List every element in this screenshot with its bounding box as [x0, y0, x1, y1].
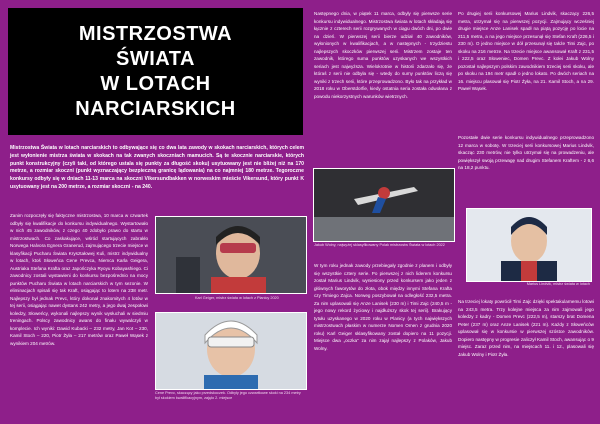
- photo-karl-geiger: [155, 216, 307, 294]
- body-text-col3-top: Po drugiej serii konkursowej Marius Lindvik, skaczący 226,5 metra, utrzymał się na pierwszej pozycji. Zajmujący wcześniej drugie miejsce Anze Lanisek spadł na piątą pozycję po locie na 211,5 metra, a na jego miejsce przesunął się Stefan Kraft (226,5 i 230 m). O jedno miejsce w dół przesunął się także Timi Zajc, po skoku na 216 metrze. Na trzecie miejsce awansował Kraft z 231,5 i 222,5 oraz Słoweniec, Domen Prevc. Z kolei Jakub Wolny pozostał najlepszym polskim zawodnikiem trzeciej serii skoku, ale po skoku na 194 metr spadł o jedno lokato. Po dwóch seriach na 16. miejscu plasował się Piotr Żyła, na 21. Kamil Stoch, a na 29. Paweł Wąsek.: [458, 11, 594, 91]
- title-line: W LOTACH: [100, 72, 211, 95]
- title-line: MISTRZOSTWA: [78, 22, 233, 45]
- body-text-col2-bottom: W tym roku jednak zawody przebiegały zgodnie z planem i odbyły się wszystkie cztery serie. Po pierwszej z nich liderem konkursu został Marius Lindvik, wyniesiony przed konkursem jako jeden z głównych faworytów do złota, obok między innymi Stefana Krafta czy Timiego Zajca. Norweg poszybował na odległość 232,5 metra. Za nim uplasowali się Anze Lanisek (230 m) i Timi Zajc (240,5 m - jego nowy rekord życiowy i najdłuższy skok tej serii). Brakujący tytułu uzyskanego w 2020 roku w Planicy (a tych największych mistrzostwach płaskim w numerze Nomen Omen z grudnia 2020 roku) Karl Geiger sklasyfikowany został dopiero na 11 pozycji. Miejsce dwa „oczka” za nim zajął najlepszy z Polaków, Jakub Wolny.: [314, 263, 452, 351]
- body-text-col2-top: Następnego dnia, w piątek 11 marca, odbyły się pierwsze serie konkursu indywidualnego. Mistrzostwa świata w lotach składają się łącznie z czterech serii rozgrywanych w ciągu dwóch dni, po dwie na dzień. W pierwszej serii bierze udział 40 zawodników, wyłonionych w kwalifikacjach, a w następnych - trzydziestu najlepszych skoczków pierwszej serii. Mistrzem zostaje ten zawodnik, którego suma punktów uzyskanych we wszystkich seriach jest najwyższa. Wielokrotnie w historii zdarzało się, że któraś z serii nie odbyła się - wtedy do sumy punktów liczą się wyniki z trzech serii, które przeprowadzono. Było tak na przykład w 2018 roku w Oberstdorfie, kiedy ostatnia seria została odwołana z powodu niekorzystnych warunków wietrznych.: [314, 11, 452, 99]
- caption-jakub-wolny: Jakub Wolny, najwyżej sklasyfikowany Polak mistrzostw Świata w lotach 2022: [314, 243, 445, 247]
- caption-marius-lindvik: Marius Lindvik, mistrz świata w lotach: [526, 282, 590, 286]
- caption-karl-geiger: Karl Geiger, mistrz świata w lotach z Planicy 2020: [195, 296, 279, 300]
- title-line: ŚWIATA: [116, 47, 195, 70]
- lead-paragraph: Mistrzostwa Świata w lotach narciarskich to odbywające się co dwa lata zawody w skokach narciarskich, których celem jest wyłonienie mistrza świata w skokach na tak zwanych skoczniach mamucich. Są te skocznie narciarskie, których punkt konstrukcyjny (czyli taki, od którego ustala się punkty za długość skoku) usytuowany jest nie bliżej niż na 170 metrze, a rozmiar skoczni (punkt wyznaczający bezpieczną granicę lądowania) na co najmniej 180 metrze. Tegoroczne konkursy odbyły się w dniach 11-13 marca na skoczni Vikersundbakken w norweskim mieście Vikersund, który punkt K usytuowany jest na 200 metrze, a rozmiar skoczni - na 240.: [10, 145, 304, 191]
- photo-marius-lindvik: [466, 208, 592, 282]
- title-line: NARCIARSKICH: [75, 97, 236, 120]
- caption-cene-prevc: Cene Prevc, skaczący jako przedskoczek. Odbyły jego czwartkowe skoki na 234 metry był skokiem kwalifikacyjnym, zajęło 2. miejsce: [155, 391, 301, 401]
- skier-portrait-icon: [467, 209, 591, 281]
- ski-jumper-flight-icon: [314, 169, 454, 241]
- body-text-col3-middle: Pozostałe dwie serie konkursu indywidualnego przeprowadzono 12 marca w sobotę. W trzeciej serii konkursowej Marius Lindvik, skacząc 230 metrów, nie tylko utrzymał się na prowadzeniu, ale powiększył swoją przewagę nad drugim Stefanem Kraftem - z 6,6 na 18,2 punktu.: [458, 135, 594, 170]
- title-box: [8, 8, 303, 135]
- photo-cene-prevc: [155, 312, 307, 390]
- body-text-col1: Zanim rozpoczęły się faktyczne mistrzostwa, 10 marca w czwartek odbyły się kwalifikacje do konkursu indywidualnego. Wystartowało w nich 45 zawodników, z czego 40 zdobyło prawo do startu w mistrzostwach. Co zaskakujące, wśród startujących zabrakło Norwega Halvora Egnera Granerud, zajmującego trzecie miejsce w klasyfikacji Pucharu Świata Kryształowej Kuli, mistrz indywidualny w lotach, ktoś Słoweńca Cene Prevca, Niemca Karla Geigera, Austriaka Stefana Krafta oraz Japończyka Ryoyu Kobayashiego. Ci zawodnicy zostali wystawieni do konkursu bezpośrednio na mocy punktów Pucharu Świata w lotach narciarskich w tym sezonie. W eliminacjach spisali się tak Kraft, osiągając to lotem na 238 metr. Najlepszy był jednak Prevc, który dokonał znakomitych 4 lotów w tej serii, osiągając nawet dystans 242 metry, a jego dwaj zespołowi koledzy, Słoweńcy, wykonali najlepszy wynik wysłuchali w siedmiu treningach. Polscy zawodnicy awans do finału wywalczyli w komplecie. Ich wyniki: Dawid Kubacki – 232 metry, Jan Kot – 230, Kamil Stoch – 220, Piotr Żyła – 217 metrów oraz Paweł Wąsek z wynikiem 204 metrów.: [10, 213, 148, 346]
- photo-jakub-wolny: [313, 168, 455, 242]
- body-text-col3-bottom: Na trzeciej lokaty powrócił Timi Zajc dzięki spektakularnemu lotowi na 243,5 metra. Trzy kolejne miejsca za nim zajmowali jego koledzy z kadry - Domen Prevc (222,5 m), starszy brat Domena Peter (237 m) oraz Anze Lanisek (221 m). Każdy z Słoweńców uplasował się w konkursie w pierwszej szóstce zawodników. Dopiero następny w progresie zaliczył Kamil Stoch, awansując o 9 miejsc. Zaraz przed nim, na miejscach 11. i 12., plasowali się Jakub Wolny i Piotr Żyła.: [458, 299, 594, 357]
- skier-helmet-icon: [156, 313, 306, 389]
- skier-face-icon: [156, 217, 306, 293]
